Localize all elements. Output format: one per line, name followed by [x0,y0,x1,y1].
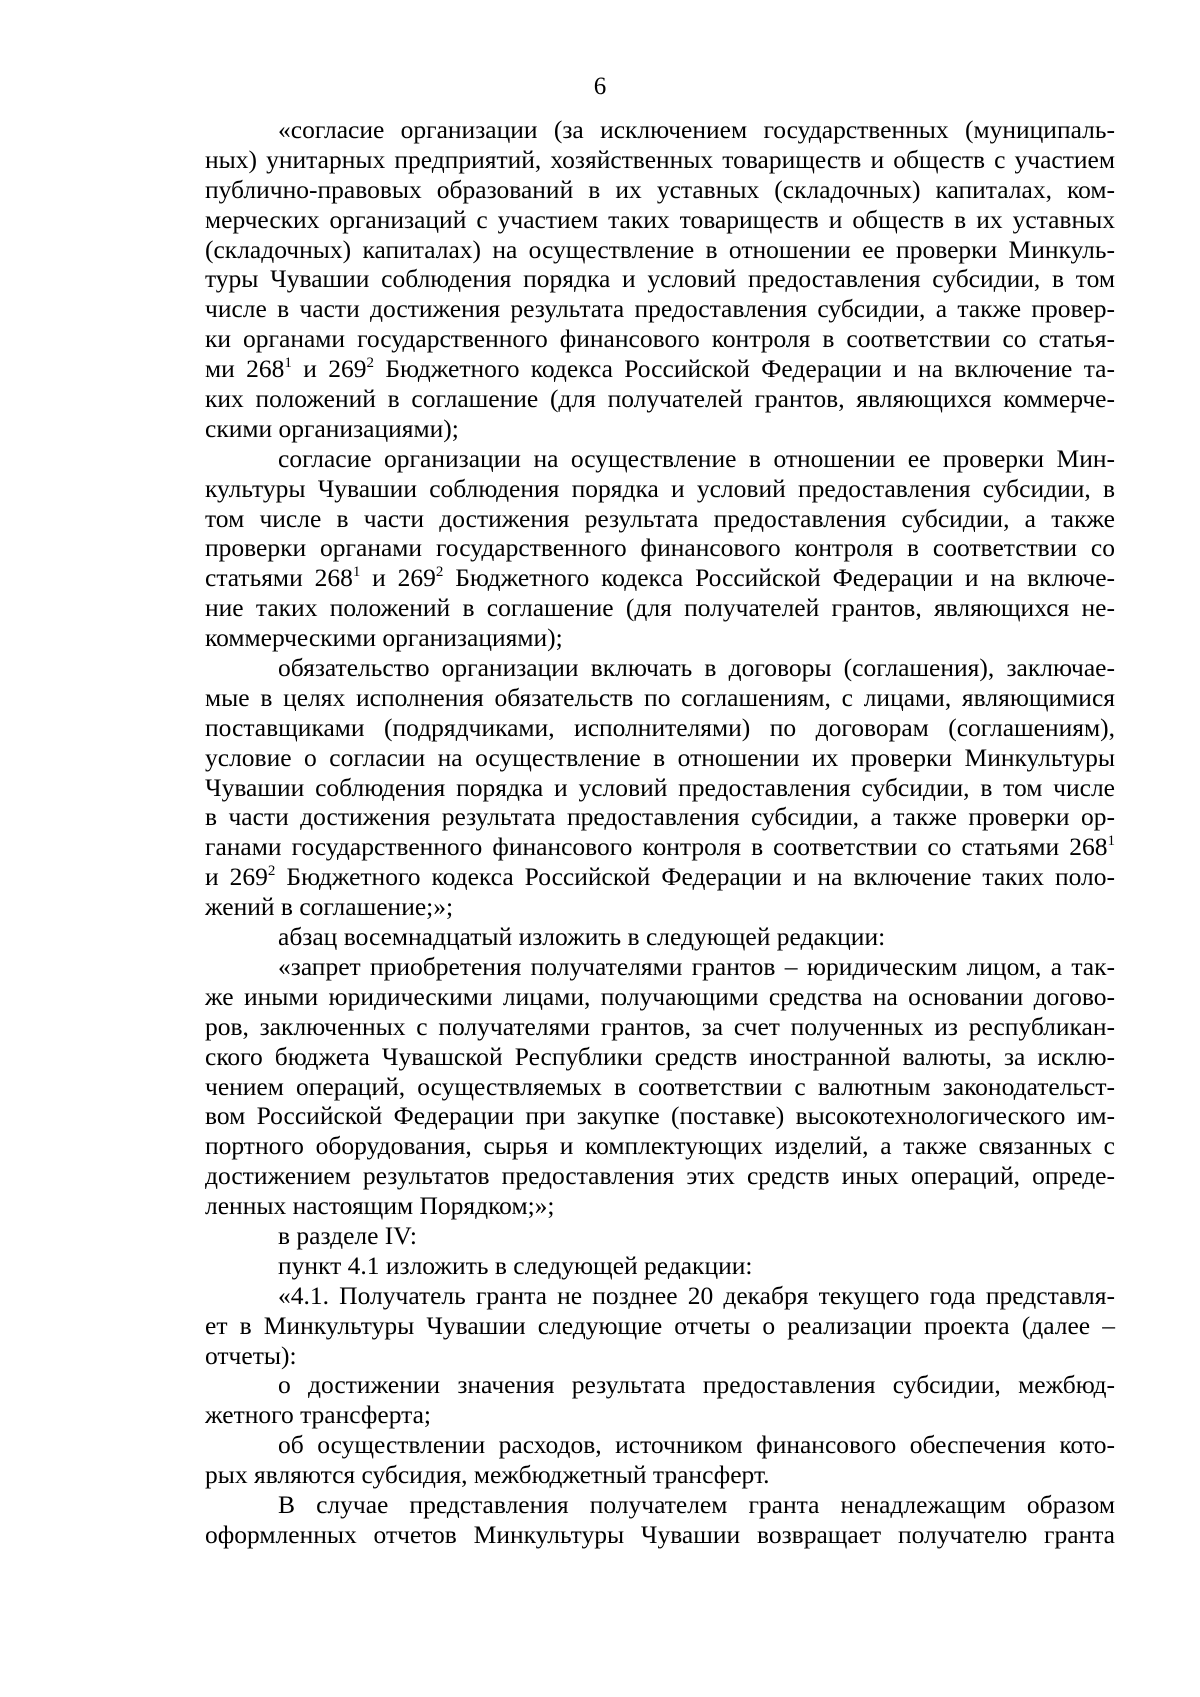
text-line: статьями $268^1$ и $269^2$ Бюджетного кодекса Российской Федерации и на включе- [205,563,1115,593]
text-line: поставщиками (подрядчиками, исполнителями) по договорам (соглашениям), [205,712,1115,742]
text-line: рых являются субсидия, межбюджетный трансферт. [205,1460,770,1490]
text-line: скими организациями); [205,413,459,443]
text-line: абзац восемнадцатый изложить в следующей редакции: [278,922,886,952]
text-line: ных) унитарных предприятий, хозяйственных товариществ и обществ с участием [205,144,1115,174]
text-line: ние таких положений в соглашение (для получателей грантов, являющихся не- [205,593,1115,623]
text-line: проверки органами государственного финансового контроля в соответствии со [205,533,1115,563]
text-line: мерческих организаций с участием таких товариществ и обществ в их уставных [205,204,1115,234]
paragraph [205,1490,1115,1550]
text-line: публично-правовых образований в их уставных (складочных) капиталах, ком- [205,174,1115,204]
text-line: портного оборудования, сырья и комплектующих изделий, а также связанных с [205,1131,1115,1161]
text-line: достижением результатов предоставления этих средств иных операций, опреде- [205,1161,1115,1191]
paragraph [205,653,1115,922]
text-line: обязательство организации включать в договоры (соглашения), заключае- [278,653,1115,683]
text-line: ки органами государственного финансового контроля в соответствии со статья- [205,324,1115,354]
text-line: ет в Минкультуры Чувашии следующие отчеты о реализации проекта (далее – [205,1310,1115,1340]
text-line: согласие организации на осуществление в отношении ее проверки Мин- [278,443,1115,473]
text-line: условие о согласии на осуществление в отношении их проверки Минкультуры [205,742,1115,772]
text-line: «запрет приобретения получателями грантов – юридическим лицом, а так- [278,951,1115,981]
text-line: культуры Чувашии соблюдения порядка и условий предоставления субсидии, в [205,473,1115,503]
text-line: жений в соглашение;»; [205,892,454,922]
paragraph [205,952,1115,1221]
text-line: вом Российской Федерации при закупке (поставке) высокотехнологического им- [205,1101,1115,1131]
paragraph [205,1430,1115,1490]
text-line: же иными юридическими лицами, получающими средства на основании догово- [205,981,1115,1011]
text-line: В случае представления получателем гранта ненадлежащим образом [278,1489,1115,1519]
paragraph [205,1251,1115,1281]
text-line: в части достижения результата предоставления субсидии, а также проверки ор- [205,802,1115,832]
text-line: ми $268^1$ и $269^2$ Бюджетного кодекса Российской Федерации и на включение та- [205,354,1115,384]
text-line: Чувашии соблюдения порядка и условий предоставления субсидии, в том числе [205,772,1115,802]
text-line: ского бюджета Чувашской Республики средств иностранной валюты, за исклю- [205,1041,1115,1071]
text-line: (складочных) капиталах) на осуществление в отношении ее проверки Минкуль- [205,234,1115,264]
paragraph [205,115,1115,444]
text-line: ров, заключенных с получателями грантов, за счет полученных из республикан- [205,1011,1115,1041]
text-line: в разделе IV: [278,1220,417,1250]
text-line: оформленных отчетов Минкультуры Чувашии возвращает получателю гранта [205,1519,1115,1549]
text-line: ленных настоящим Порядком;»; [205,1191,555,1221]
text-line: числе в части достижения результата предоставления субсидии, а также провер- [205,294,1115,324]
text-line: и $269^2$ Бюджетного кодекса Российской Федерации и на включение таких поло- [205,862,1115,892]
text-line: пункт 4.1 изложить в следующей редакции: [278,1250,753,1280]
text-line: ких положений в соглашение (для получателей грантов, являющихся коммерче- [205,384,1115,414]
page-number: 6 [593,73,607,100]
text-line: об осуществлении расходов, источником финансового обеспечения кото- [278,1430,1115,1460]
text-line: туры Чувашии соблюдения порядка и условий предоставления субсидии, в том [205,264,1115,294]
text-line: чением операций, осуществляемых в соответствии с валютным законодательст- [205,1071,1115,1101]
text-line: коммерческими организациями); [205,623,563,653]
paragraph [205,444,1115,653]
paragraph [205,1281,1115,1371]
text-line: жетного трансферта; [205,1400,432,1430]
text-line: мые в целях исполнения обязательств по соглашениям, с лицами, являющимися [205,682,1115,712]
paragraph [205,1221,1115,1251]
text-line: «4.1. Получатель гранта не позднее 20 декабря текущего года представля- [278,1280,1115,1310]
text-line: том числе в части достижения результата предоставления субсидии, а также [205,503,1115,533]
text-line: ганами государственного финансового контроля в соответствии со статьями $268^1$ [205,832,1115,862]
text-line: «согласие организации (за исключением государственных (муниципаль- [278,115,1115,144]
text-line: о достижении значения результата предоставления субсидии, межбюд- [278,1370,1115,1400]
text-line: отчеты): [205,1340,297,1370]
paragraph [205,1370,1115,1430]
paragraph [205,922,1115,952]
document-body [205,115,1115,1550]
